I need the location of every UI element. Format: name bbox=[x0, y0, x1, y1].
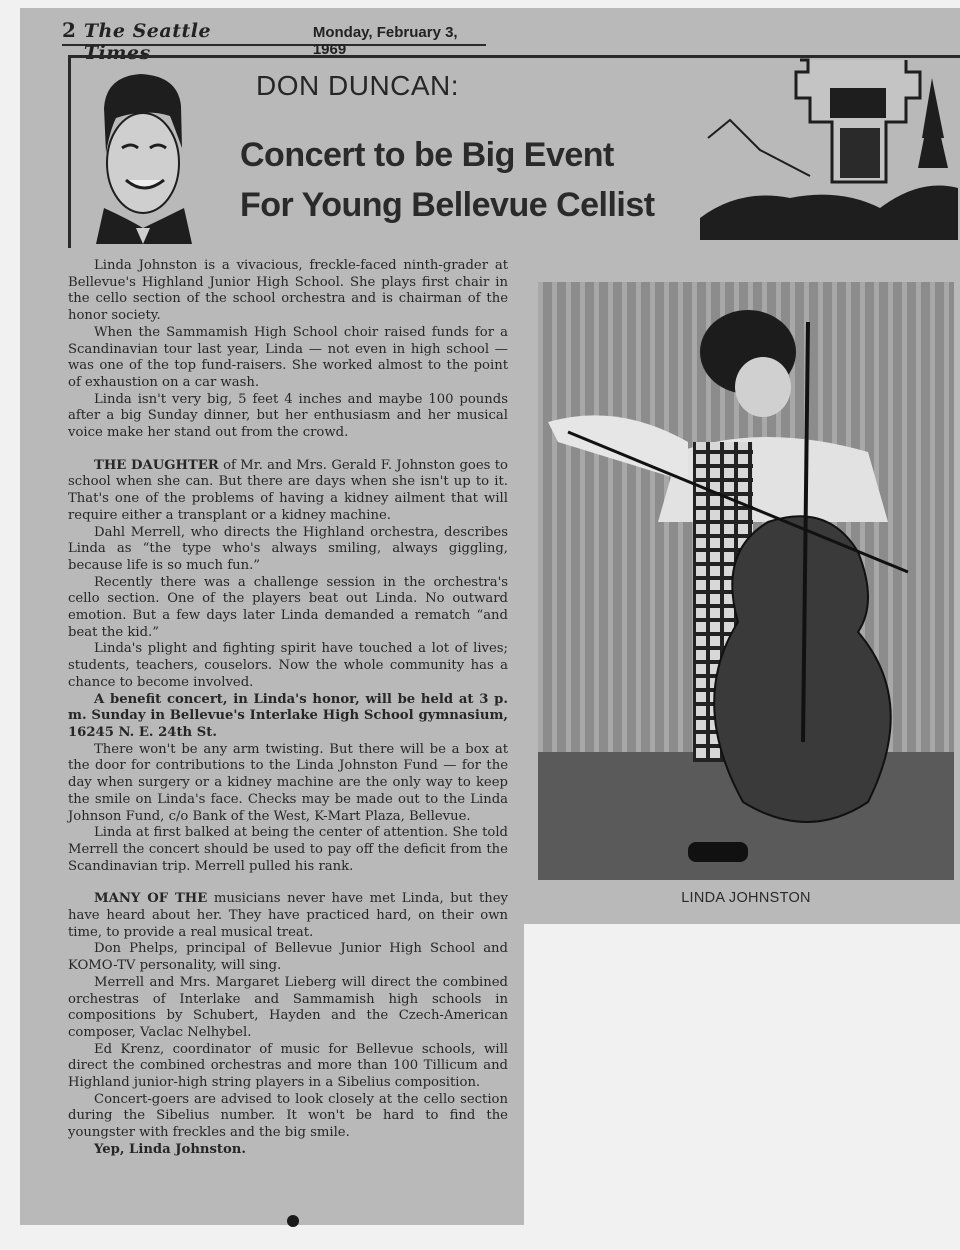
paragraph: Linda isn't very big, 5 feet 4 inches and maybe 100 pounds after a big Sunday dinner, but her enthusiasm and her musical voice make her stand out from the crowd. bbox=[68, 391, 508, 441]
totem-mountain-art-icon bbox=[700, 58, 958, 240]
headline-line-1: Concert to be Big Event bbox=[240, 136, 614, 174]
paragraph-bold: Yep, Linda Johnston. bbox=[94, 1141, 246, 1157]
paragraph: Linda's plight and fighting spirit have touched a lot of lives; students, teachers, couselors. Now the whole community has a chance to become involved. bbox=[68, 641, 508, 690]
columnist-portrait-icon bbox=[86, 68, 196, 244]
section-lead: THE DAUGHTER bbox=[94, 457, 219, 473]
paragraph: Merrell and Mrs. Margaret Lieberg will direct the combined orchestras of Interlake and Sammamish high schools in compositions by Schubert, Hayden and the Czech-American composer, Vaclac Nelhybel. bbox=[68, 974, 508, 1040]
publication-date: Monday, February 3, 1969 bbox=[312, 24, 458, 58]
end-mark-icon bbox=[287, 1215, 299, 1227]
paragraph: Linda at first balked at being the center of attention. She told Merrell the concert should be used to pay off the deficit from the Scandinavian trip. Merrell pulled his rank. bbox=[68, 825, 508, 874]
paragraph: Linda Johnston is a vivacious, freckle-faced ninth-grader at Bellevue's Highland Junior High School. She plays first chair in the cello section of the school orchestra and is chairman of the honor society. bbox=[68, 258, 508, 324]
paragraph: Ed Krenz, coordinator of music for Bellevue schools, will direct the combined orchestras and more than 100 Tillicum and Highland junior-high string players in a Sibelius composition. bbox=[68, 1041, 508, 1091]
section-lead: MANY OF THE bbox=[94, 891, 208, 907]
paragraph: Dahl Merrell, who directs the Highland orchestra, describes Linda as “the type who's always smiling, always giggling, because life is so much fun.” bbox=[68, 524, 508, 573]
headline-line-2: For Young Bellevue Cellist bbox=[240, 186, 655, 224]
newspaper-name: The Seattle Times bbox=[83, 20, 212, 64]
paragraph: MANY OF THE musicians never have met Linda, but they have heard about her. They have practiced hard, on their own time, to provide a real musical treat. bbox=[68, 891, 509, 940]
byline: DON DUNCAN: bbox=[256, 70, 460, 101]
paragraph: Don Phelps, principal of Bellevue Junior High School and KOMO-TV personality, will sing. bbox=[68, 941, 508, 974]
cellist-photo bbox=[538, 282, 954, 880]
headline bbox=[240, 130, 655, 230]
paragraph: THE DAUGHTER of Mr. and Mrs. Gerald F. Johnston goes to school when she can. But there are days when she isn't up to it. That's one of the problems of having a kidney ailment that will require either a transplant or a kidney machine. bbox=[68, 457, 508, 523]
photo-caption: LINDA JOHNSTON bbox=[681, 890, 811, 906]
masthead bbox=[62, 18, 486, 64]
article-body bbox=[68, 258, 508, 1159]
paragraph: Concert-goers are advised to look closely at the cello section during the Sibelius number. It won't be hard to find the youngster with freckles and the big smile. bbox=[68, 1091, 508, 1141]
paragraph-bold: A benefit concert, in Linda's honor, will be held at 3 p. m. Sunday in Bellevue's Interlake High School gymnasium, 16245 N. E. 24th St. bbox=[68, 691, 508, 740]
paragraph: When the Sammamish High School choir raised funds for a Scandinavian tour last year, Linda — not even in high school — was one of the top fund-raisers. She worked almost to the point of exhaustion on a car wash. bbox=[68, 324, 508, 390]
page-number: 2 bbox=[62, 18, 76, 42]
paragraph: Recently there was a challenge session in the orchestra's cello section. One of the players beat out Linda. No outward emotion. But a few days later Linda demanded a rematch “and beat the kid.” bbox=[68, 574, 508, 640]
paragraph: There won't be any arm twisting. But there will be a box at the door for contributions to the Linda Johnston Fund — for the day when surgery or a kidney machine are the only way to keep the smile on Linda's face. Checks may be made out to the Linda Johnson Fund, c/o Bank of the West, K-Mart Plaza, Bellevue. bbox=[68, 741, 508, 824]
